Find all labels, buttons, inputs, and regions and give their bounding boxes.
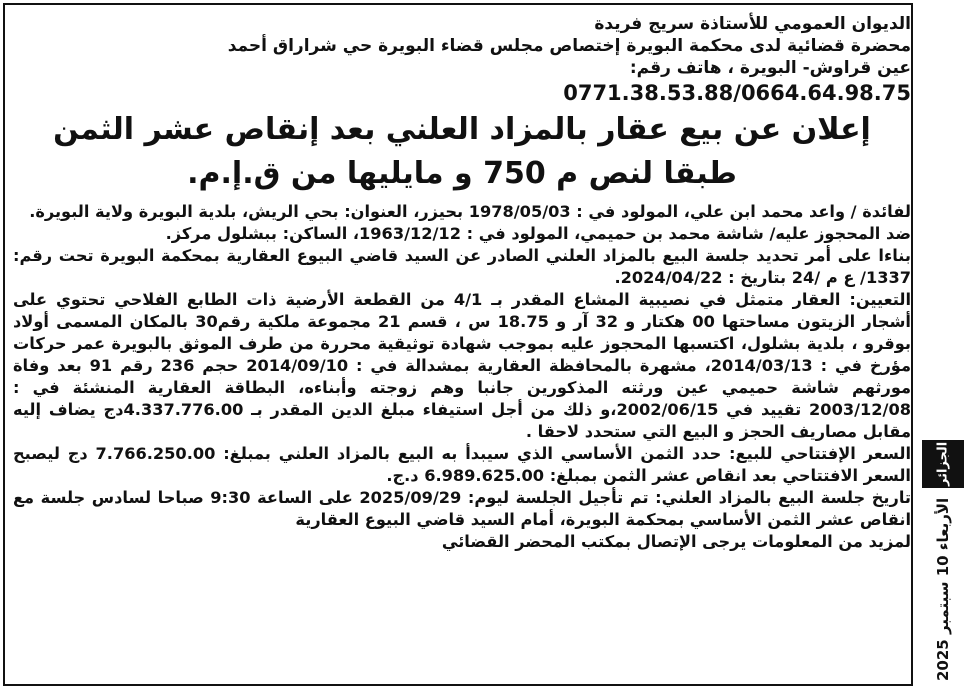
property-paragraph: التعيين: العقار متمثل في نصيبية المشاع المقدر بـ 4/1 من القطعة الأرضية ذات الطابع الفلاحي تحتوي على أشجار الزيتون مساحتها 00 هكتار و 32 آر و 18.75 س ، قسم 21 مجموعة ملكية رقم30 بالمكان المسمى أولاد بوقرو ، بلدية بشلول، اكتسبها المحجوز عليه بموجب شهادة توثيقية محررة من طرف الموثق بالبويرة عمر حركات مؤرخ في : 2014/03/13، مشهرة بالمحافظة العقارية بمشدالة في : 2014/09/10 حجم 236 رقم 91 بعد وفاة مورثهم شاشة حميمي عين ورثته المذكورين جانبا وهم زوجته وأبناءه، البطاقة العقارية المنشئة في : 2003/12/08 تقييد في 2002/06/15،و ذلك من أجل استيفاء مبلغ الدين المقدر بـ 4.337.776.00دج يضاف إليه مقابل مصاريف الحجز و البيع التي ستحدد لاحقا . — [13, 290, 911, 441]
contact-paragraph: لمزيد من المعلومات يرجى الإتصال بمكتب المحضر القضائي — [441, 532, 911, 551]
office-address: عين قراوش- البويرة ، هاتف رقم: — [629, 58, 911, 78]
session-date-paragraph: تاريخ جلسة البيع بالمزاد العلني: تم تأجيل الجلسة ليوم: 2025/09/29 على الساعة 9:30 صباحا لسادس جلسة مع انقاص عشر الثمن الأساسي بمحكمة البويرة، أمام السيد قاضي البيوع العقارية — [13, 488, 911, 529]
debtor-paragraph: ضد المحجوز عليه/ شاشة محمد بن حميمي، المولود في : 1963/12/12، الساكن: ببشلول مركز. — [165, 224, 911, 243]
order-paragraph: بناءا على أمر تحديد جلسة البيع بالمزاد العلني الصادر عن السيد قاضي البيوع العقارية بمحكمة البويرة تحت رقم: 1337/ ع م /24 بتاريخ : 2024/04/22. — [13, 246, 911, 287]
headline-line-2: طبقا لنص م 750 و مايليها من ق.إ.م. — [187, 156, 737, 191]
headline-line-1: إعلان عن بيع عقار بالمزاد العلني بعد إنقاص عشر الثمن — [53, 112, 871, 147]
notice-frame — [3, 3, 913, 686]
beneficiary-paragraph: لفائدة / واعد محمد ابن علي، المولود في : 1978/05/03 بحيزر، العنوان: بحي الريش، بلدية البويرة ولاية البويرة. — [29, 202, 911, 221]
notice-body — [13, 201, 911, 553]
newspaper-label: الجزائر — [922, 440, 964, 488]
notice-content — [13, 13, 911, 685]
office-name: الديوان العمومي للأستاذة سريج فريدة — [594, 14, 911, 34]
opening-price-paragraph: السعر الإفتتاحي للبيع: حدد الثمن الأساسي الذي سيبدأ به البيع بالمزاد العلني بمبلغ: 7.766.250.00 دج ليصبح السعر الافتتاحي بعد انقاص عشر الثمن بمبلغ: 6.989.625.00 د.ج. — [13, 444, 911, 485]
issue-date: الأربعاء 10 سبتمبر 2025 — [934, 497, 952, 681]
office-phones: 0771.38.53.88/0664.64.98.75 — [563, 81, 911, 105]
office-description: محضرة قضائية لدى محكمة البويرة إختصاص مجلس قضاء البويرة حي شراراق أحمد — [227, 36, 911, 56]
newspaper-side-strip — [918, 440, 968, 690]
